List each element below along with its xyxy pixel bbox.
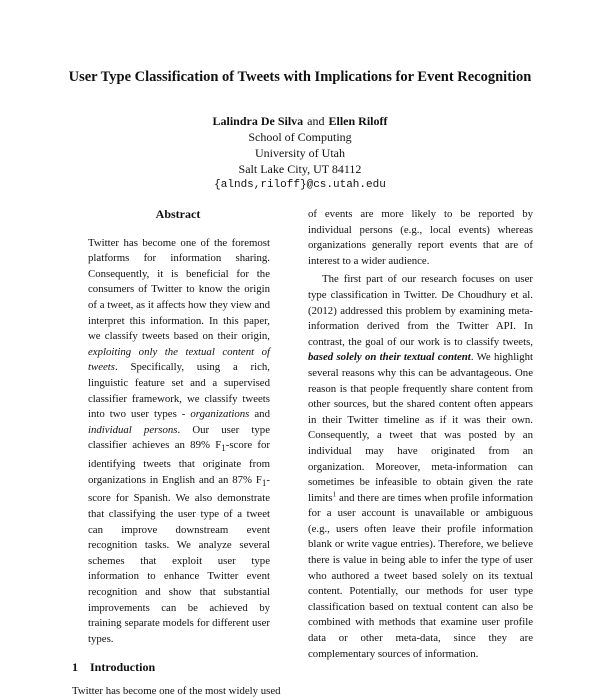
- body-text-segment: The first part of our research focuses on user type classification in Twitter. De Choudhury et al. (2012) addressed this problem by examining meta-information derived from the Twitter API. In contrast, the goal of our work is to classify tweets,: [308, 273, 533, 348]
- intro-first-line: Twitter has become one of the most widely used: [72, 684, 281, 697]
- author-names: [60, 113, 540, 129]
- author-block: [60, 113, 540, 193]
- author-email: {alnds,riloff}@cs.utah.edu: [214, 179, 386, 191]
- left-column: [72, 207, 284, 700]
- body-emphasis: based solely on their textual content: [308, 351, 471, 364]
- body-paragraph: of events are more likely to be reported by individual persons (e.g., local events) whereas organizations generally report events that are of interest to a wider audience.: [308, 208, 533, 267]
- abstract-text-segment: -score for identifying tweets that originate from organizations in English and an 87% F: [88, 439, 270, 486]
- section-number: 1: [72, 660, 78, 675]
- subscript: 1: [221, 443, 226, 454]
- paper-title: User Type Classification of Tweets with Implications for Event Recognition: [68, 69, 532, 85]
- affiliation-line: Salt Lake City, UT 84112: [238, 162, 362, 176]
- affiliation-line: University of Utah: [255, 146, 345, 160]
- abstract-emphasis: individual persons: [88, 423, 178, 436]
- affiliation-line: School of Computing: [248, 130, 352, 144]
- abstract-emphasis: organizations: [190, 408, 250, 421]
- abstract-text: [72, 236, 284, 648]
- author-conjunction: and: [307, 114, 325, 128]
- body-text-segment: . We highlight several reasons why this can be advantageous. One reason is that people frequently share content from other sources, but the shared content often appears in their Twitter timeline as if it was their own. Consequently, a tweet that was posted by an individual may have originated from an organization. Moreover, meta-information can sometimes be infeasible to obtain given the rate limits: [308, 351, 534, 504]
- author-name: Ellen Riloff: [328, 114, 388, 128]
- abstract-text-segment: . Our user type classifier achieves an 89% F: [88, 423, 270, 452]
- body-text-segment: and there are times when profile information for a user account is unavailable or ambiguous (e.g., users often leave their profile information blank or write vague entries). Therefore, we believe there is value in being able to infer the type of user who authored a tweet based solely on its textual content. Potentially, our methods for user type classification based on textual content can also be combined with methods that examine user profile data or other meta-data, since they are complementary sources of information.: [308, 491, 533, 660]
- abstract-text-segment: Twitter has become one of the foremost platforms for information sharing. Consequently, it is beneficial for the consumers of Twitter to know the origin of a tweet, as it affects how they view and interpret this information. In this paper, we classify tweets based on their origin,: [88, 236, 270, 343]
- abstract-text-segment: . Specifically, using a rich, linguistic feature set and a supervised classifier framework, we classify tweets into two user types -: [88, 361, 270, 421]
- abstract-text-segment: and: [249, 408, 270, 421]
- footnote-marker: 1: [332, 490, 337, 499]
- section-heading: [72, 660, 284, 676]
- author-name: Lalindra De Silva: [212, 114, 304, 128]
- subscript: 1: [261, 477, 267, 488]
- right-column: [308, 207, 533, 662]
- body-paragraph: [308, 272, 533, 662]
- abstract-emphasis: exploiting only the textual content of tweets: [88, 345, 270, 374]
- section-title: Introduction: [90, 660, 156, 675]
- abstract-heading: Abstract: [155, 207, 201, 221]
- abstract-text-segment: -score for Spanish. We also demonstrate that classifying the user type of a tweet can improve downstream event recognition tasks. We analyze several schemes that exploit user type information to enhance Twitter event recognition and show that substantial improvements can be achieved by training separate models for different user types.: [88, 473, 270, 645]
